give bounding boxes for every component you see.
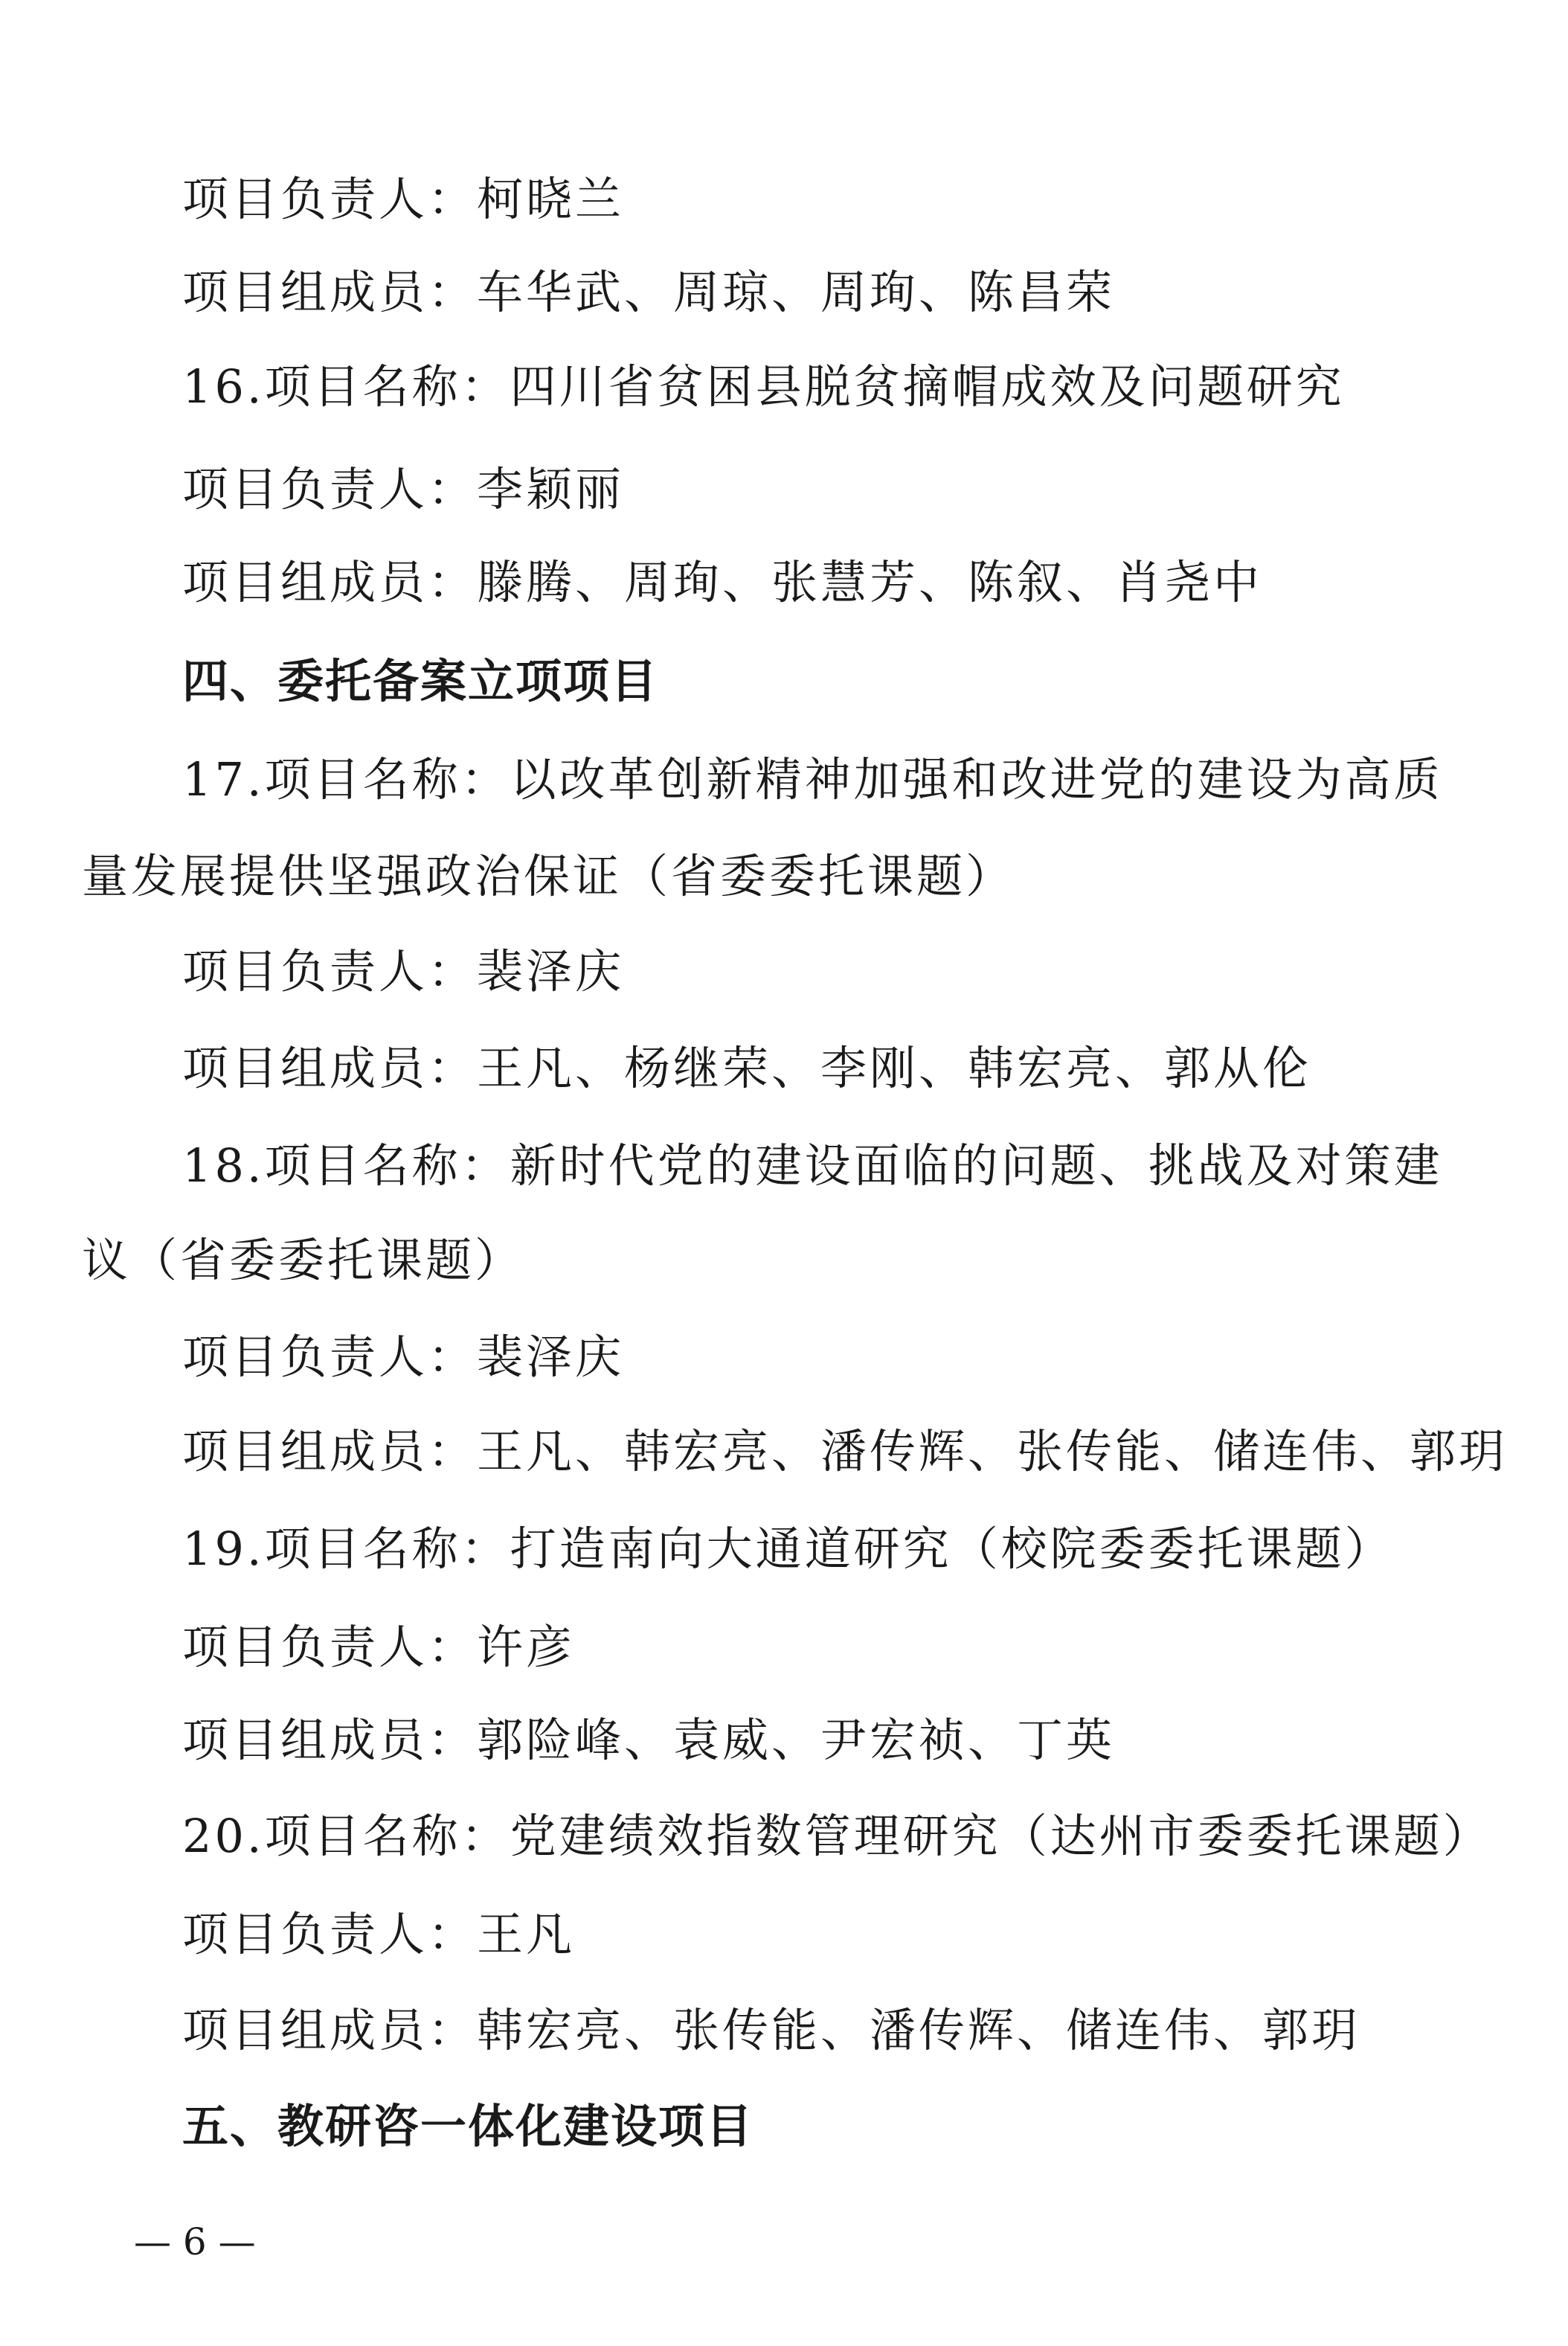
project-15-leader: 项目负责人：柯晓兰 xyxy=(182,172,625,226)
page-number: — 6 — xyxy=(134,2220,256,2263)
project-16-name: 16.项目名称：四川省贫困县脱贫摘帽成效及问题研究 xyxy=(182,359,1345,414)
project-18-name: 18.项目名称：新时代党的建设面临的问题、挑战及对策建 xyxy=(182,1138,1443,1193)
section-heading-4: 四、委托备案立项项目 xyxy=(182,654,659,708)
section-heading-5: 五、教研咨一体化建设项目 xyxy=(182,2099,754,2153)
project-17-members: 项目组成员：王凡、杨继荣、李刚、韩宏亮、郭从伦 xyxy=(182,1041,1312,1095)
project-18-members: 项目组成员：王凡、韩宏亮、潘传辉、张传能、储连伟、郭玥 xyxy=(182,1424,1508,1478)
project-16-leader: 项目负责人：李颖丽 xyxy=(182,462,625,516)
project-18-name-continued: 议（省委委托课题） xyxy=(82,1233,524,1287)
project-19-name: 19.项目名称：打造南向大通道研究（校院委委托课题） xyxy=(182,1522,1394,1576)
project-17-name-continued: 量发展提供坚强政治保证（省委委托课题） xyxy=(82,849,1015,903)
project-20-members: 项目组成员：韩宏亮、张传能、潘传辉、储连伟、郭玥 xyxy=(182,2003,1361,2057)
project-17-leader: 项目负责人：裴泽庆 xyxy=(182,944,625,999)
project-20-name: 20.项目名称：党建绩效指数管理研究（达州市委委托课题） xyxy=(182,1809,1492,1863)
project-16-members: 项目组成员：滕腾、周珣、张慧芳、陈叙、肖尧中 xyxy=(182,555,1263,609)
project-19-leader: 项目负责人：许彦 xyxy=(182,1620,576,1674)
project-19-members: 项目组成员：郭险峰、袁威、尹宏祯、丁英 xyxy=(182,1713,1116,1767)
project-17-name: 17.项目名称：以改革创新精神加强和改进党的建设为高质 xyxy=(182,752,1443,807)
project-18-leader: 项目负责人：裴泽庆 xyxy=(182,1330,625,1384)
project-15-members: 项目组成员：车华武、周琼、周珣、陈昌荣 xyxy=(182,265,1116,319)
project-20-leader: 项目负责人：王凡 xyxy=(182,1907,576,1961)
